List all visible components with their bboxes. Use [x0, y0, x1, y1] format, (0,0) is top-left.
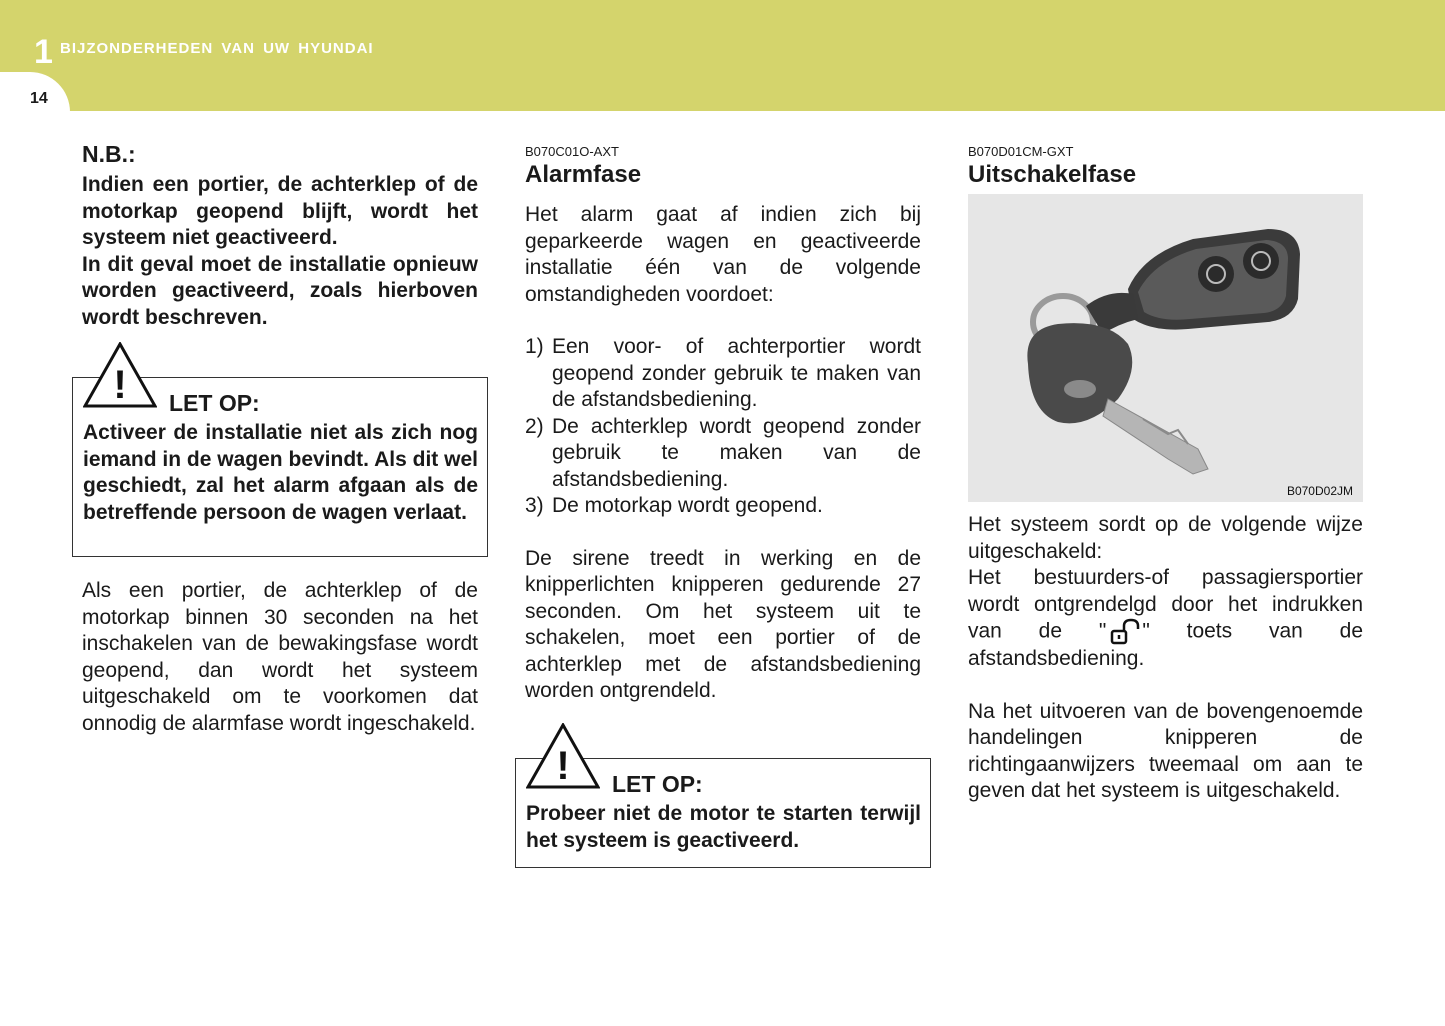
- body-paragraph: Als een portier, de achterklep of de motorkap binnen 30 seconden na het inschakelen van de bewakingsfase wordt geopend, dan wordt het systeem uitgeschakeld om te voorkomen dat onnodig de alarmfase wordt ingeschakeld.: [82, 579, 478, 735]
- caution-label: LET OP:: [169, 390, 260, 416]
- chapter-title: BIJZONDERHEDEN VAN UW HYUNDAI: [60, 40, 374, 57]
- paragraph-1b: [968, 565, 1363, 673]
- section-title-uitschakelfase: Uitschakelfase: [968, 161, 1137, 188]
- list-item: [525, 493, 921, 520]
- list-item-number: 2): [525, 414, 544, 438]
- key-fob-illustration: [968, 194, 1363, 502]
- photo-code: B070D02JM: [1286, 484, 1353, 498]
- conditions-list: [525, 334, 921, 520]
- list-item-text: De achterklep wordt geopend zonder gebruik te maken van de afstandsbediening.: [552, 414, 921, 491]
- intro-paragraph: Het alarm gaat af indien zich bij geparkeerde wagen en geactiveerde installatie één van de volgende omstandigheden voordoet:: [525, 203, 921, 306]
- chapter-number: 1: [34, 33, 53, 71]
- section-code: B070C01O-AXT: [525, 144, 619, 159]
- caution-text: Activeer de installatie niet als zich nog iemand in de wagen bevindt. Als dit wel geschiedt, zal het alarm afgaan als de betreffende persoon de wagen verlaat.: [83, 421, 478, 524]
- list-item: [525, 414, 921, 494]
- caution-box-2: [515, 744, 931, 868]
- svg-text:!: !: [113, 363, 127, 407]
- column-middle: [525, 144, 921, 705]
- caution-box-1: [72, 363, 488, 557]
- paragraph-2: Na het uitvoeren van de bovengenoemde handelingen knipperen de richtingaanwijzers tweemaal om aan te geven dat het systeem is uitgeschakeld.: [968, 699, 1363, 802]
- caution-label: LET OP:: [612, 771, 703, 797]
- key-fob-photo: [968, 194, 1363, 502]
- list-item-text: De motorkap wordt geopend.: [552, 494, 823, 517]
- nb-paragraph-1: Indien een portier, de achterklep of de motorkap geopend blijft, wordt het systeem niet geactiveerd.: [82, 173, 478, 249]
- body-paragraph: De sirene treedt in werking en de knipperlichten knipperen gedurende 27 seconden. Om het systeem uit te schakelen, moet een portier of de achterklep met de afstandsbediening worden ontgrendeld.: [525, 546, 921, 702]
- svg-text:!: !: [556, 744, 570, 788]
- caution-text: Probeer niet de motor te starten terwijl het systeem is geactiveerd.: [526, 802, 921, 852]
- warning-icon: [83, 342, 157, 408]
- paragraph-1b-pre: Het bestuurders-of passagiersportier wordt ontgrendelgd door het indrukken van de ": [968, 566, 1363, 643]
- nb-paragraph-2: In dit geval moet de installatie opnieuw worden geactiveerd, zoals hierboven wordt beschreven.: [82, 252, 478, 329]
- column-left-body: [82, 578, 478, 737]
- column-left: [82, 140, 478, 331]
- column-right: [968, 144, 1363, 805]
- nb-title: N.B.:: [82, 141, 136, 167]
- paragraph-1b-post: " toets van de afstandsbediening.: [968, 619, 1364, 670]
- list-item-number: 1): [525, 335, 544, 358]
- list-item-text: Een voor- of achterportier wordt geopend zonder gebruik te maken van de afstandsbediening.: [552, 335, 921, 411]
- section-code: B070D01CM-GXT: [968, 144, 1074, 159]
- list-item-number: 3): [525, 494, 544, 517]
- section-title-alarmfase: Alarmfase: [525, 161, 642, 188]
- warning-icon: [526, 723, 600, 789]
- paragraph-1a: Het systeem sordt op de volgende wijze uitgeschakeld:: [968, 513, 1363, 563]
- page-number: 14: [30, 90, 48, 107]
- list-item: [525, 334, 921, 414]
- unlock-icon: [1106, 618, 1142, 646]
